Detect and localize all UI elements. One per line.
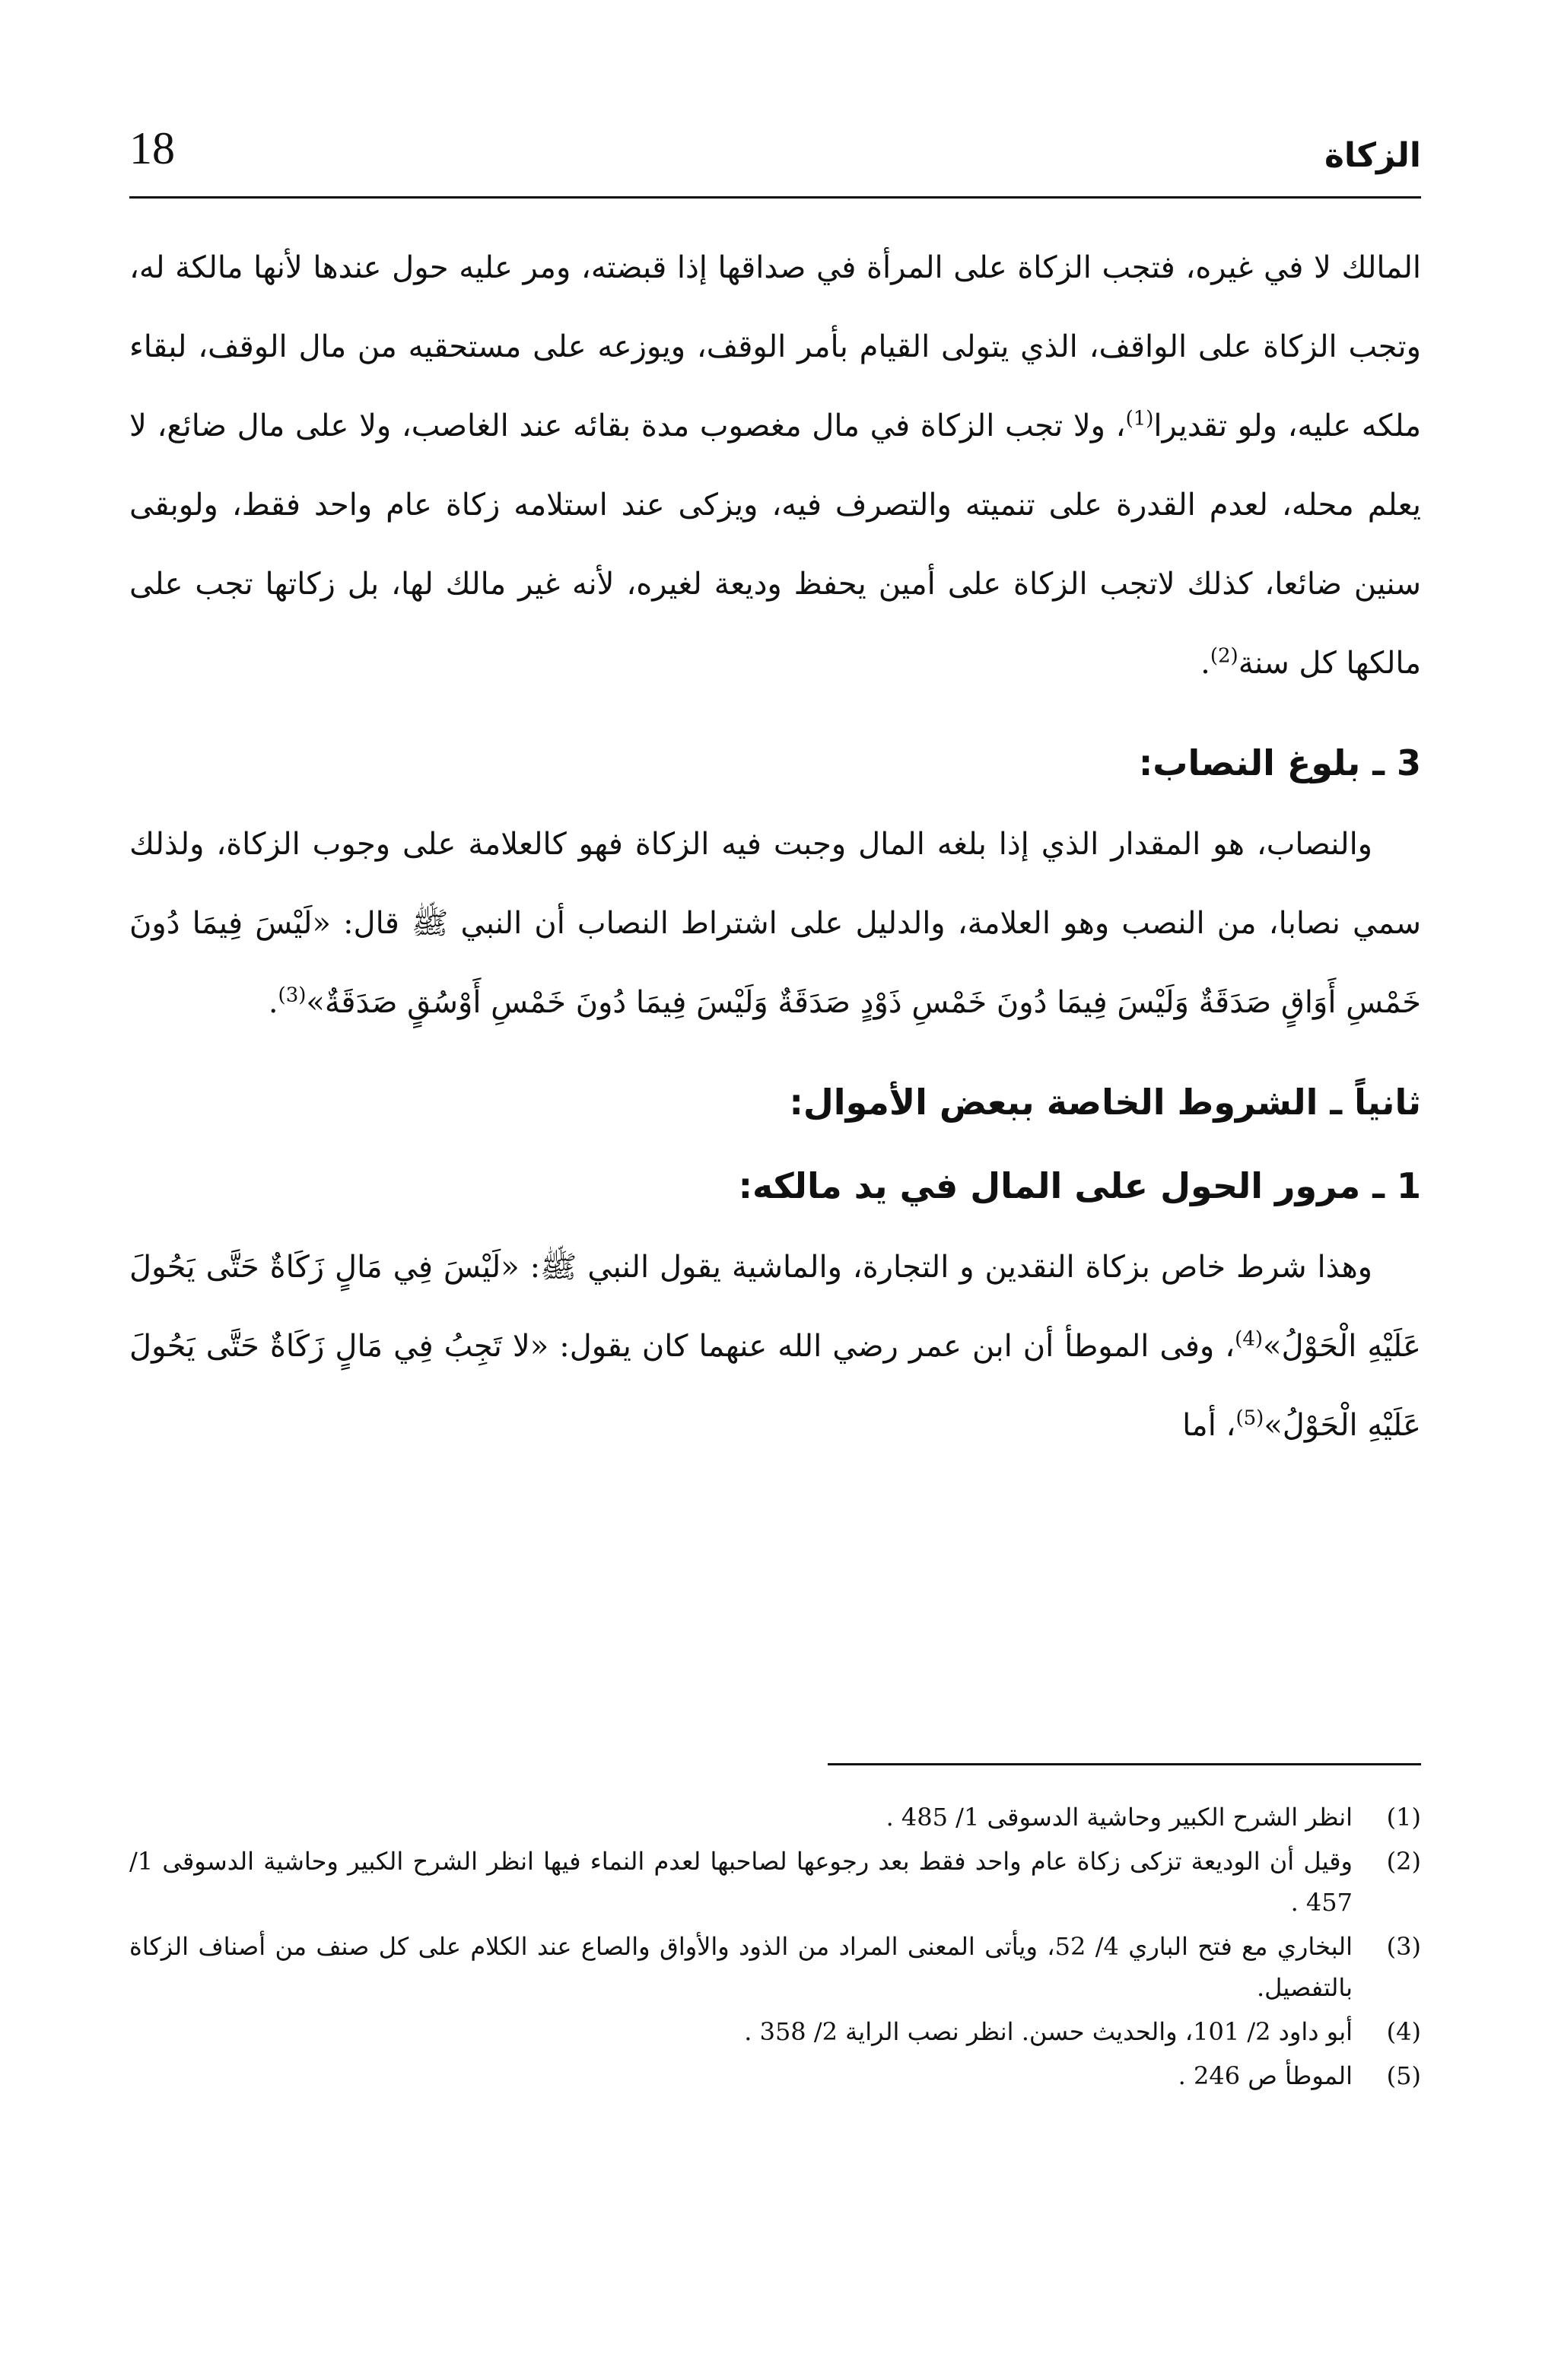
heading-special-conditions: ثانياً ـ الشروط الخاصة ببعض الأموال: <box>789 1082 1421 1123</box>
paragraph-text: المالك لا في غيره، فتجب الزكاة على المرأة في صداقها إذا قبضته، ومر عليه حول عندها لأنها مالكة له، وتجب الزكاة على الواقف، الذي يتولى القيام بأمر الوقف، ويوزعه على مستحقيه من مال الوقف، لبقاء ملكه عليه، ولو تقديرا <box>129 250 1422 443</box>
paragraph-ownership <box>129 228 1421 703</box>
footnote-ref-5[interactable]: (5) <box>1235 1406 1264 1430</box>
running-title: الزكاة <box>1324 136 1421 175</box>
footnote-item <box>129 1841 1421 1923</box>
paragraph-text: والنصاب، هو المقدار الذي إذا بلغه المال وجبت فيه الزكاة فهو كالعلامة على وجوب الزكاة، ولذلك سمي نصابا، من النصب وهو العلامة، والدليل على اشتراط النصاب أن النبي ﷺ قال: <box>129 827 1421 941</box>
paragraph-text: ، ولا تجب الزكاة في مال مغصوب مدة بقائه عند الغاصب، ولا على مال ضائع، لا يعلم محله، لعدم القدرة على تنميته والتصرف فيه، ويزكى عند استلامه زكاة عام واحد فقط، ولوبقى سنين ضائعا، كذلك لاتجب الزكاة على أمين يحفظ وديعة لغيره، لأنه غير مالك لها، بل زكاتها تجب على مالكها كل سنة <box>129 408 1421 681</box>
paragraph-nisab <box>129 805 1421 1042</box>
paragraph-text: ، وفى الموطأ أن ابن عمر رضي الله عنهما كان يقول: <box>559 1329 1235 1364</box>
footnote-ref-1[interactable]: (1) <box>1125 407 1154 431</box>
footnote-text: أبو داود 2/ 101، والحديث حسن. انظر نصب الراية 2/ 358 . <box>744 2017 1353 2046</box>
footnote-item <box>129 1797 1421 1838</box>
footnote-ref-3[interactable]: (3) <box>278 983 307 1007</box>
page-header <box>129 114 1421 175</box>
heading-hawl: 1 ـ مرور الحول على المال في يد مالكه: <box>738 1165 1421 1206</box>
footnote-text: البخاري مع فتح الباري 4/ 52، ويأتى المعنى المراد من الذود والأواق والصاع عند الكلام على كل صنف من أصناف الزكاة بالتفصيل. <box>129 1932 1353 2002</box>
footnote-item <box>129 2055 1421 2096</box>
footnote-item <box>129 2011 1421 2052</box>
page-number: 18 <box>129 123 175 173</box>
paragraph-end: ، أما <box>1182 1408 1236 1443</box>
footnote-number: (5) <box>1386 2061 1421 2090</box>
heading-nisab: 3 ـ بلوغ النصاب: <box>1138 742 1421 783</box>
main-text <box>129 228 1421 1465</box>
hadith-quote: «لَيْسَ فِيمَا دُونَ خَمْسِ أَوَاقٍ صَدَقَةٌ وَلَيْسَ فِيمَا دُونَ خَمْسِ ذَوْدٍ صَدَقَةٌ وَلَيْسَ فِيمَا دُونَ خَمْسِ أَوْسُقٍ صَدَقَةٌ» <box>129 906 1421 1020</box>
footnote-text: وقيل أن الوديعة تزكى زكاة عام واحد فقط بعد رجوعها لصاحبها لعدم النماء فيها انظر الشرح الكبير وحاشية الدسوقى 1/ 457 . <box>129 1847 1353 1917</box>
hadith-quote: «لَيْسَ فِي مَالٍ زَكَاةٌ حَتَّى يَحُولَ عَلَيْهِ الْحَوْلُ» <box>129 1250 1421 1364</box>
footnote-item <box>129 1926 1421 2008</box>
paragraph-text: وهذا شرط خاص بزكاة النقدين و التجارة، والماشية يقول النبي ﷺ: <box>529 1250 1372 1285</box>
footnote-number: (4) <box>1386 2017 1421 2046</box>
paragraph-end: . <box>268 985 278 1020</box>
footnote-number: (2) <box>1386 1847 1421 1876</box>
footnote-separator <box>828 1763 1421 1765</box>
header-rule <box>129 196 1421 199</box>
footnote-text: انظر الشرح الكبير وحاشية الدسوقى 1/ 485 . <box>886 1803 1353 1832</box>
footnote-number: (1) <box>1386 1803 1421 1832</box>
footnote-ref-4[interactable]: (4) <box>1235 1327 1264 1351</box>
footnotes <box>129 1797 1421 2099</box>
athar-quote: «لا تَجِبُ فِي مَالٍ زَكَاةٌ حَتَّى يَحُولَ عَلَيْهِ الْحَوْلُ» <box>129 1329 1421 1443</box>
footnote-number: (3) <box>1386 1932 1421 1961</box>
paragraph-hawl <box>129 1228 1421 1465</box>
footnote-text: الموطأ ص 246 . <box>1178 2061 1353 2090</box>
footnote-ref-2[interactable]: (2) <box>1210 644 1238 668</box>
paragraph-end: . <box>1200 646 1210 681</box>
